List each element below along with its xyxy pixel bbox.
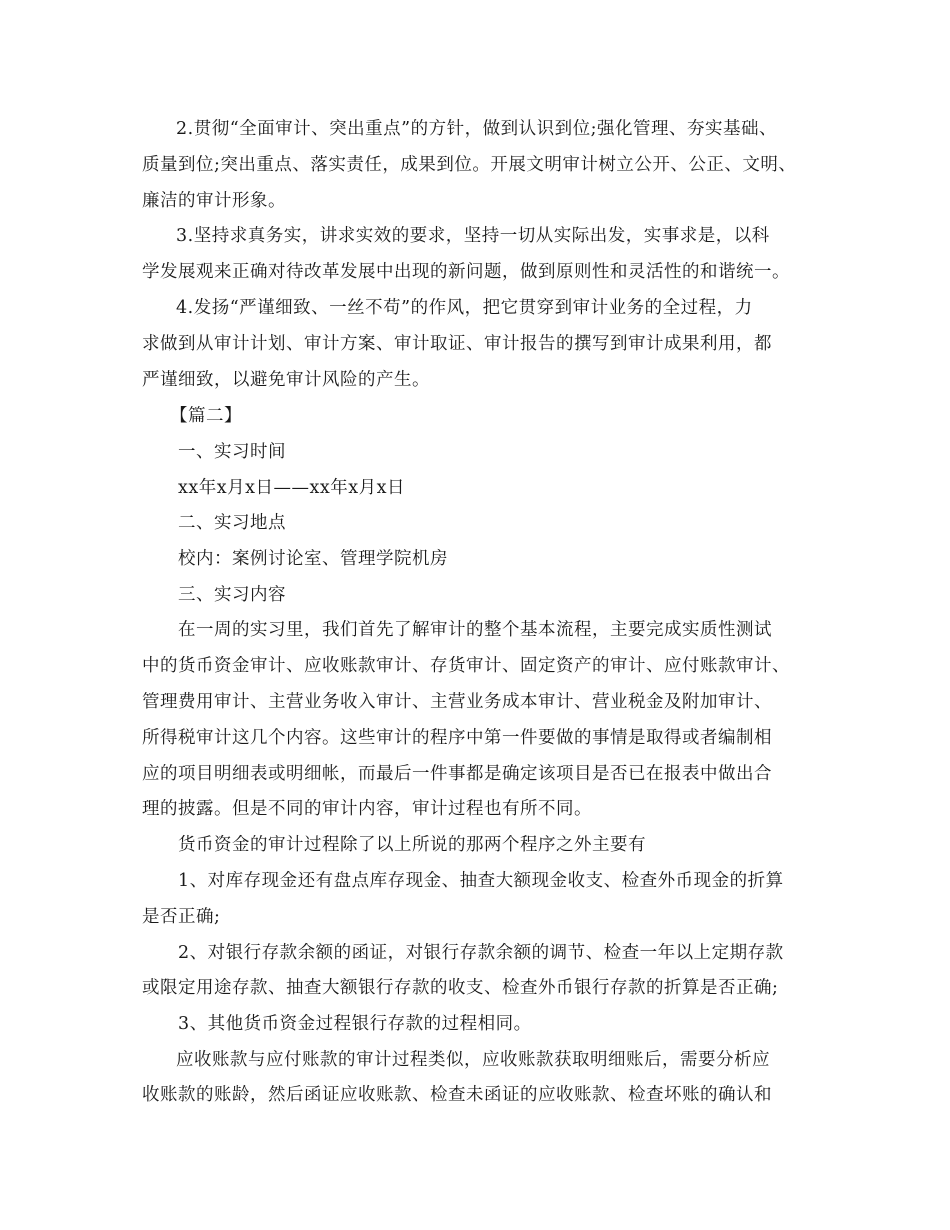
body-text-line: 1、对库存现金还有盘点库存现金、抽查大额现金收支、检查外币现金的折算 — [178, 871, 784, 891]
body-text-line: 3.坚持求真务实，讲求实效的要求，坚持一切从实际出发，实事求是，以科 — [176, 226, 770, 246]
body-text-line: 是否正确; — [142, 907, 221, 927]
body-text-line: 收账款的账龄，然后函证应收账款、检查未函证的应收账款、检查坏账的确认和 — [142, 1085, 772, 1105]
body-text-line: 2.贯彻“全面审计、突出重点”的方针，做到认识到位;强化管理、夯实基础、 — [176, 119, 777, 139]
body-text-line: 4.发扬“严谨细致、一丝不苟”的作风，把它贯穿到审计业务的全过程，力 — [176, 298, 753, 318]
subsection-heading: 一、实习时间 — [178, 442, 286, 462]
body-text-line: 理的披露。但是不同的审计内容，审计过程也有所不同。 — [142, 799, 592, 819]
body-text-line: 在一周的实习里，我们首先了解审计的整个基本流程，主要完成实质性测试 — [178, 620, 772, 640]
body-text-line: 2、对银行存款余额的函证，对银行存款余额的调节、检查一年以上定期存款 — [178, 943, 784, 963]
body-text-line: 质量到位;突出重点、落实责任，成果到位。开展文明审计树立公开、公正、文明、 — [142, 155, 797, 175]
body-text-line: 应的项目明细表或明细帐，而最后一件事都是确定该项目是否已在报表中做出合 — [142, 764, 772, 784]
body-text-line: 廉洁的审计形象。 — [142, 191, 286, 211]
section-heading: 【篇二】 — [170, 406, 242, 426]
body-text-line: 求做到从审计计划、审计方案、审计取证、审计报告的撰写到审计成果利用，都 — [142, 334, 772, 354]
subsection-heading: 二、实习地点 — [178, 513, 286, 533]
body-text-line: 校内：案例讨论室、管理学院机房 — [178, 549, 448, 569]
body-text-line: 所得税审计这几个内容。这些审计的程序中第一件要做的事情是取得或者编制相 — [142, 728, 772, 748]
body-text-line: 应收账款与应付账款的审计过程类似，应收账款获取明细账后，需要分析应 — [176, 1050, 770, 1070]
body-text-line: 或限定用途存款、抽查大额银行存款的收支、检查外币银行存款的折算是否正确; — [142, 978, 779, 998]
body-text-line: 管理费用审计、主营业务收入审计、主营业务成本审计、营业税金及附加审计、 — [142, 692, 772, 712]
body-text-line: 学发展观来正确对待改革发展中出现的新问题，做到原则性和灵活性的和谐统一。 — [142, 262, 790, 282]
body-text-line: 3、其他货币资金过程银行存款的过程相同。 — [178, 1014, 532, 1034]
body-text-line: 严谨细致，以避免审计风险的产生。 — [142, 370, 430, 390]
body-text-line: xx年x月x日——xx年x月x日 — [178, 478, 405, 498]
subsection-heading: 三、实习内容 — [178, 585, 286, 605]
body-text-line: 货币资金的审计过程除了以上所说的那两个程序之外主要有 — [178, 835, 646, 855]
body-text-line: 中的货币资金审计、应收账款审计、存货审计、固定资产的审计、应付账款审计、 — [142, 656, 790, 676]
